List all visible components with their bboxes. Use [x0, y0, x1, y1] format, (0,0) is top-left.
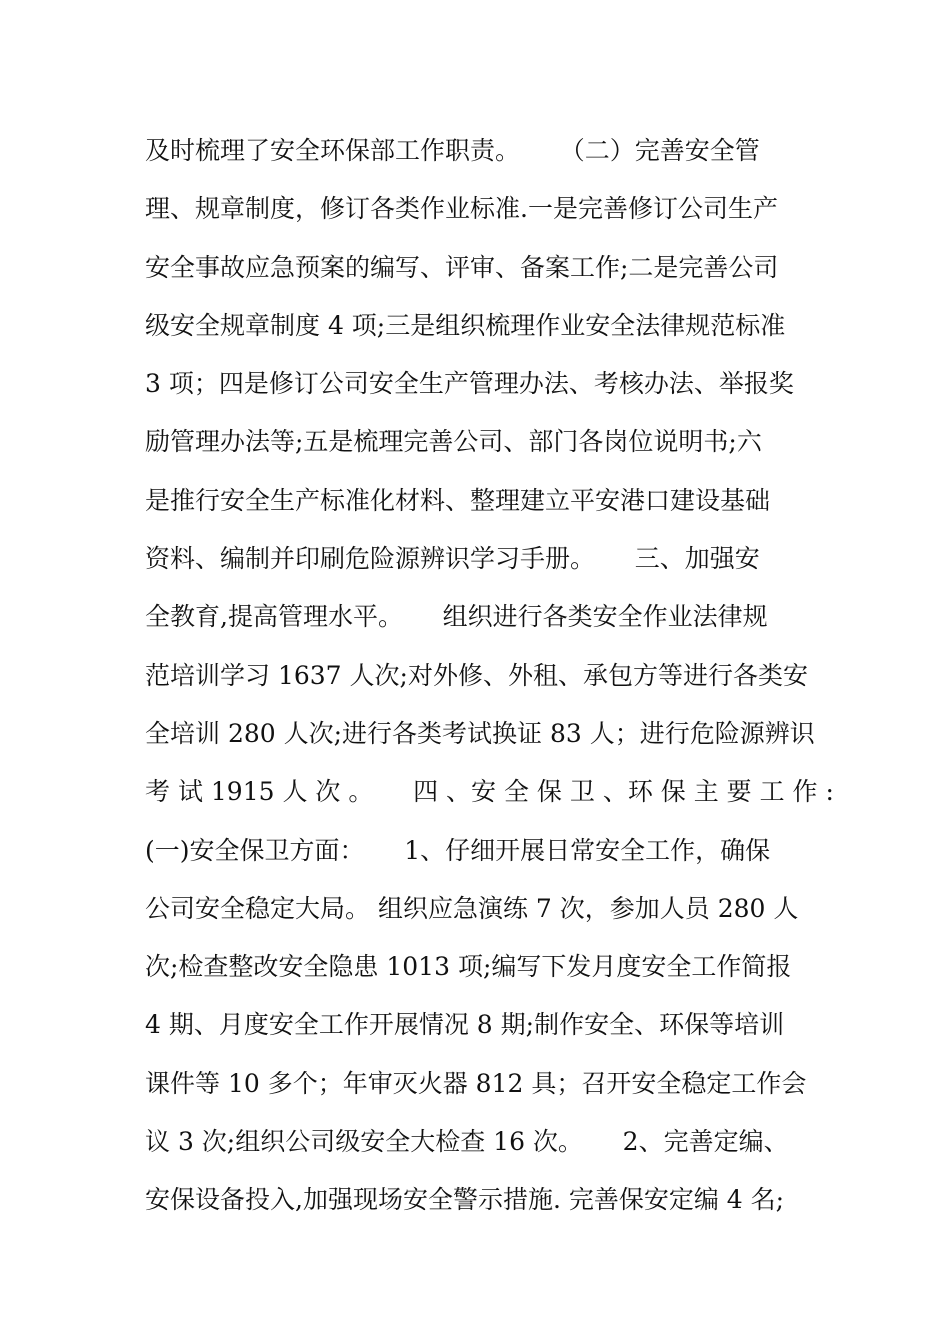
text-line: 全教育,提高管理水平。 组织进行各类安全作业法律规 — [145, 602, 768, 632]
text-line: 安全事故应急预案的编写、评审、备案工作;二是完善公司 — [145, 252, 779, 282]
text-line: 3 项；四是修订公司安全生产管理办法、考核办法、举报奖 — [145, 369, 794, 399]
text-line: 及时梳理了安全环保部工作职责。 （二）完善安全管 — [145, 136, 760, 165]
text-line: 次;检查整改安全隐患 1013 项;编写下发月度安全工作简报 — [145, 952, 792, 982]
text-line: 级安全规章制度 4 项;三是组织梳理作业安全法律规范标准 — [145, 310, 786, 340]
body-text — [145, 122, 834, 1230]
text-line: 资料、编制并印刷危险源辨识学习手册。 三、加强安 — [145, 544, 760, 574]
text-line: 理、规章制度，修订各类作业标准.一是完善修订公司生产 — [145, 194, 778, 224]
text-line: 范培训学习 1637 人次;对外修、外租、承包方等进行各类安 — [145, 660, 808, 690]
text-line: 是推行安全生产标准化材料、整理建立平安港口建设基础 — [145, 485, 771, 515]
text-line: 4 期、月度安全工作开展情况 8 期;制作安全、环保等培训 — [145, 1010, 785, 1040]
text-line: 全培训 280 人次;进行各类考试换证 83 人；进行危险源辨识 — [145, 718, 815, 748]
text-line: 议 3 次;组织公司级安全大检查 16 次。 2、完善定编、 — [145, 1127, 789, 1157]
text-line: 课件等 10 多个；年审灭火器 812 具；召开安全稳定工作会 — [145, 1068, 807, 1098]
text-line: 公司安全稳定大局。 组织应急演练 7 次，参加人员 280 人 — [145, 893, 799, 923]
text-line: 安保设备投入,加强现场安全警示措施. 完善保安定编 4 名; — [145, 1185, 785, 1215]
text-line: 励管理办法等;五是梳理完善公司、部门各岗位说明书;六 — [145, 427, 762, 457]
text-line: 考 试 1915 人 次 。 四 、安 全 保 卫 、环 保 主 要 工 作 : — [145, 777, 834, 807]
text-line: (一)安全保卫方面： 1、仔细开展日常安全工作，确保 — [145, 835, 771, 865]
